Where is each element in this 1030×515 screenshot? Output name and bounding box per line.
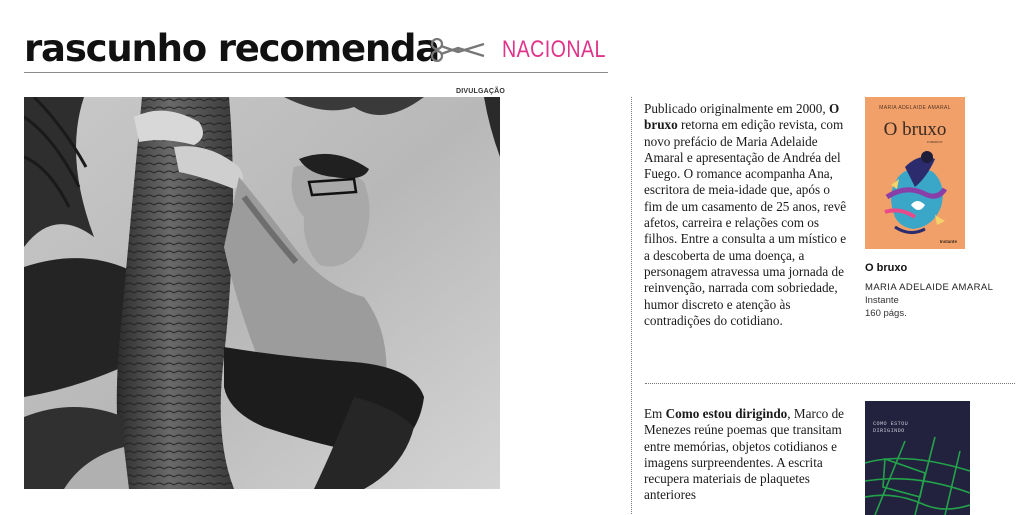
book-title-inline: Como estou dirigindo — [665, 406, 788, 421]
description-text: Publicado originalmente em 2000, — [644, 101, 829, 116]
column-divider — [631, 97, 632, 514]
cover-title: DIRIGINDO — [873, 428, 905, 434]
book-title: O bruxo — [865, 262, 908, 274]
cover-author: MARIA ADELAIDE AMARAL — [879, 105, 951, 111]
cover-title: COMO ESTOU — [873, 421, 909, 427]
section-label: NACIONAL — [502, 36, 606, 63]
book-description — [644, 101, 850, 329]
header-divider — [24, 72, 608, 73]
description-text: retorna em edição revista, com novo prefácio de Maria Adelaide Amaral e apresentação de Andréa del Fuego. O romance acompanha Ana, escritora de meia-idade que, após o fim de um casamento de 25 anos, revê afetos, carreira e relações com os filhos. Entre a consulta a um místico e a descoberta de uma doença, a personagem atravessa uma jornada de reinvenção, narrada com sobriedade, humor discreto e atenção às contradições do cotidiano. — [644, 117, 847, 328]
author-photo — [24, 97, 500, 489]
page-title: rascunho recomenda — [24, 27, 440, 70]
description-text: Em — [644, 406, 666, 421]
description-text: , Marco de Menezes reúne poemas que transitam entre memórias, objetos cotidianos e imagens surpreendentes. A escrita recupera materiais de plaquetes anteriores — [644, 406, 845, 503]
book-title-inline: O bruxo — [644, 101, 840, 133]
scissors-icon — [430, 38, 486, 62]
book-divider — [645, 383, 1015, 384]
photo-credit: DIVULGAÇÃO — [456, 88, 506, 95]
cover-title: O bruxo — [883, 119, 947, 140]
cover-publisher: Instante — [939, 239, 957, 244]
book-publisher: Instante — [865, 295, 899, 306]
book-pages: 160 págs. — [865, 308, 907, 319]
book-cover — [865, 401, 970, 515]
book-cover — [865, 97, 965, 249]
book-meta — [865, 262, 993, 320]
page-header — [24, 26, 608, 72]
book-description — [644, 406, 850, 504]
cover-genre: romance — [927, 139, 943, 144]
book-author: MARIA ADELAIDE AMARAL — [865, 282, 994, 293]
